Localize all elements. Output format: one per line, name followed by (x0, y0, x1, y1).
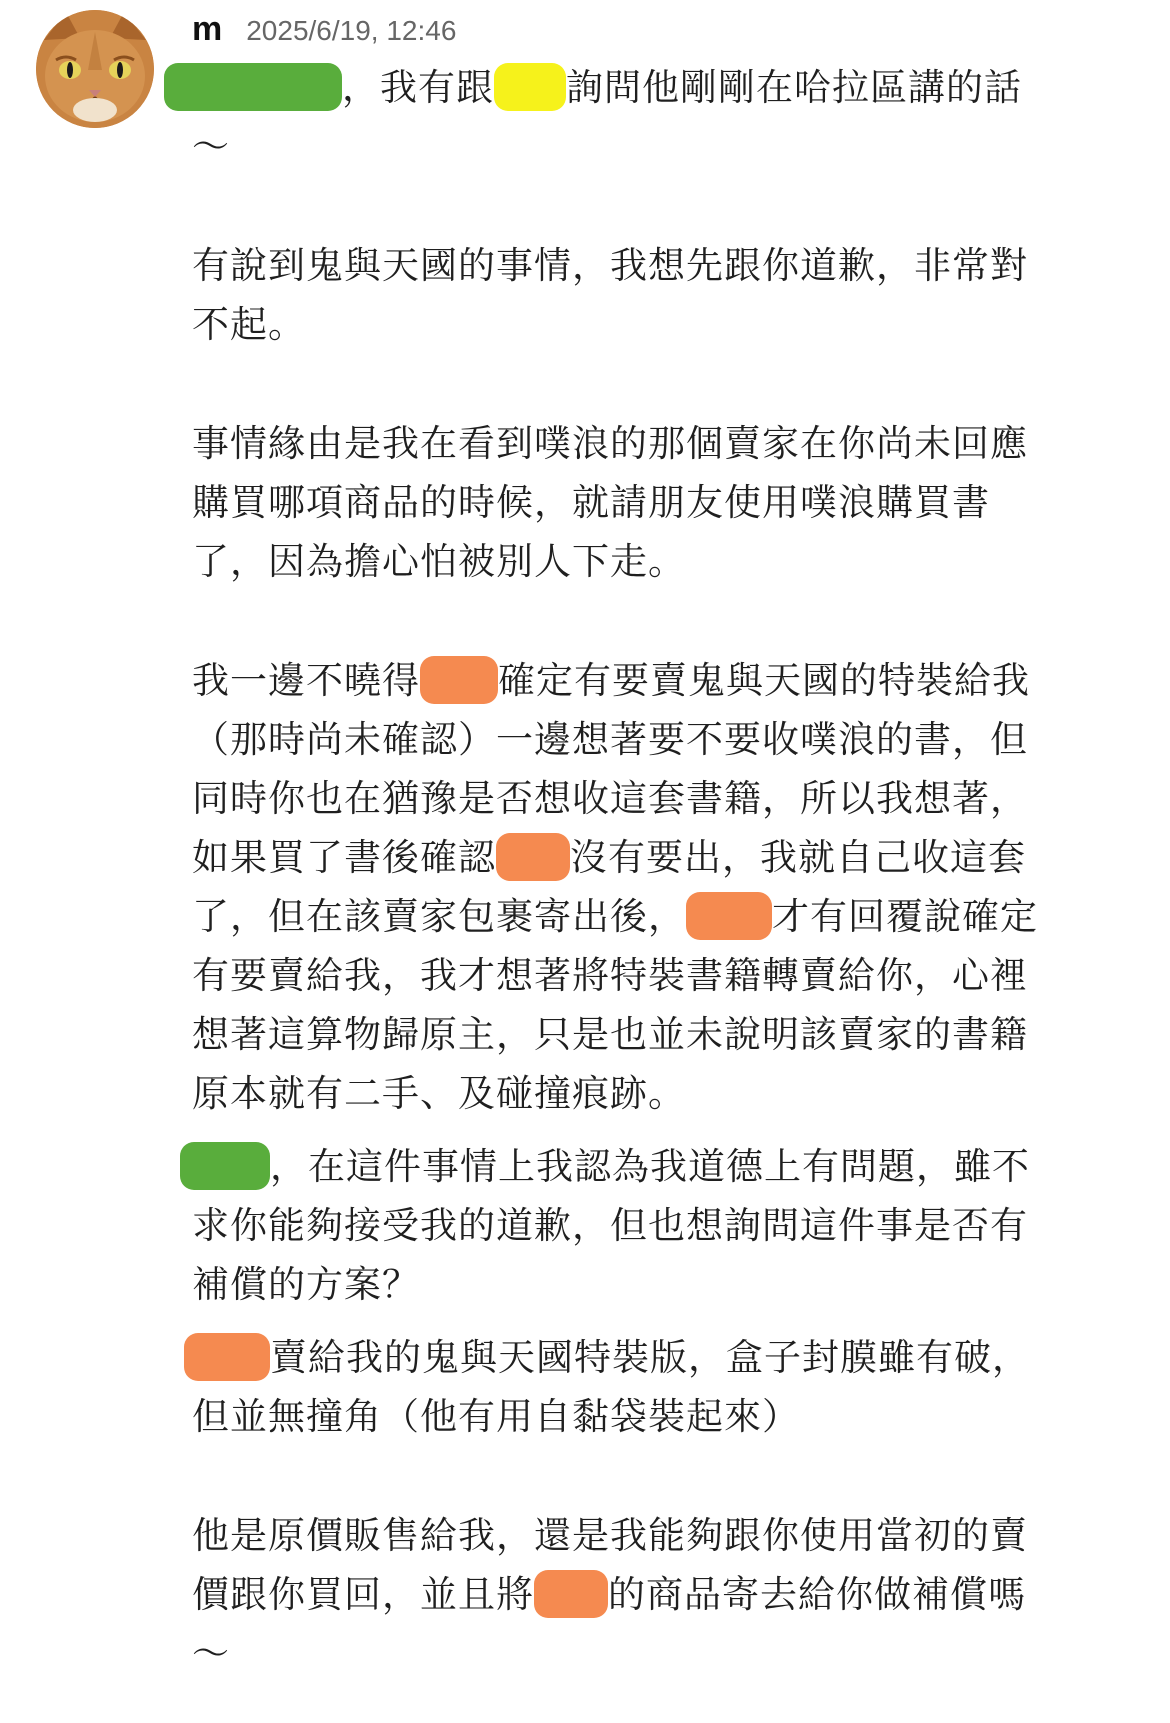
cat-avatar-icon (36, 10, 154, 128)
text-line: 原本就有二手、及碰撞痕跡。 (192, 1072, 686, 1115)
timestamp: 2025/6/19, 12:46 (246, 15, 457, 46)
text-line (192, 58, 1112, 117)
text-segment: 沒有要出，我就自己收這套 (570, 836, 1026, 879)
paragraph (192, 1137, 1112, 1314)
paragraph (192, 651, 1112, 1123)
text-line (192, 887, 1112, 946)
text-segment: 價跟你買回，並且將 (192, 1573, 534, 1616)
text-line: 事情緣由是我在看到噗浪的那個賣家在你尚未回應 (192, 422, 1028, 465)
text-line: 有要賣給我，我才想著將特裝書籍轉賣給你，心裡 (192, 954, 1028, 997)
redaction-mark (184, 1333, 270, 1381)
text-line: 有說到鬼與天國的事情，我想先跟你道歉，非常對 (192, 244, 1028, 287)
text-line: 求你能夠接受我的道歉，但也想詢問這件事是否有 (192, 1204, 1028, 1247)
user-avatar[interactable] (36, 10, 154, 128)
paragraph (192, 236, 1112, 354)
text-line: ～ (192, 1632, 230, 1675)
text-line: 同時你也在猶豫是否想收這套書籍，所以我想著， (192, 777, 1028, 820)
text-line: 了，因為擔心怕被別人下走。 (192, 540, 686, 583)
text-line: 購買哪項商品的時候，就請朋友使用噗浪購買書 (192, 481, 990, 524)
text-line (192, 651, 1112, 710)
text-line: 但並無撞角（他有用自黏袋裝起來） (192, 1395, 800, 1438)
redaction-mark (180, 1142, 270, 1190)
text-segment: 確定有要賣鬼與天國的特裝給我 (498, 659, 1030, 702)
text-segment: 了，但在該賣家包裹寄出後， (192, 895, 686, 938)
paragraph (192, 414, 1112, 591)
text-line: 想著這算物歸原主，只是也並未說明該賣家的書籍 (192, 1013, 1028, 1056)
text-segment: 才有回覆說確定 (772, 895, 1038, 938)
text-line: （那時尚未確認）一邊想著要不要收噗浪的書，但 (192, 718, 1028, 761)
text-line (192, 1137, 1112, 1196)
redaction-mark (496, 833, 570, 881)
redaction-mark (494, 63, 566, 111)
text-line: 不起。 (192, 303, 306, 346)
text-line (192, 828, 1112, 887)
redaction-mark (686, 892, 772, 940)
username[interactable]: m (192, 10, 223, 48)
text-segment: 如果買了書後確認 (192, 836, 496, 879)
redaction-mark (164, 63, 342, 111)
paragraph (192, 1506, 1112, 1683)
paragraph (192, 1328, 1112, 1446)
text-line: 他是原價販售給我，還是我能夠跟你使用當初的賣 (192, 1514, 1028, 1557)
text-segment: 詢問他剛剛在哈拉區講的話 (566, 66, 1022, 109)
text-line (192, 1328, 1112, 1387)
paragraph (192, 58, 1112, 176)
text-segment: ，我有跟 (342, 66, 494, 109)
text-line: 補償的方案？ (192, 1263, 420, 1306)
text-segment: ，在這件事情上我認為我道德上有問題，雖不 (270, 1145, 1030, 1188)
post-header (192, 10, 456, 50)
text-segment: 賣給我的鬼與天國特裝版，盒子封膜雖有破， (270, 1336, 1030, 1379)
text-line (192, 1565, 1112, 1624)
redaction-mark (534, 1570, 608, 1618)
text-segment: 我一邊不曉得 (192, 659, 420, 702)
text-line: ～ (192, 125, 230, 168)
message-body (192, 58, 1112, 1683)
redaction-mark (420, 656, 498, 704)
text-segment: 的商品寄去給你做補償嗎 (608, 1573, 1026, 1616)
